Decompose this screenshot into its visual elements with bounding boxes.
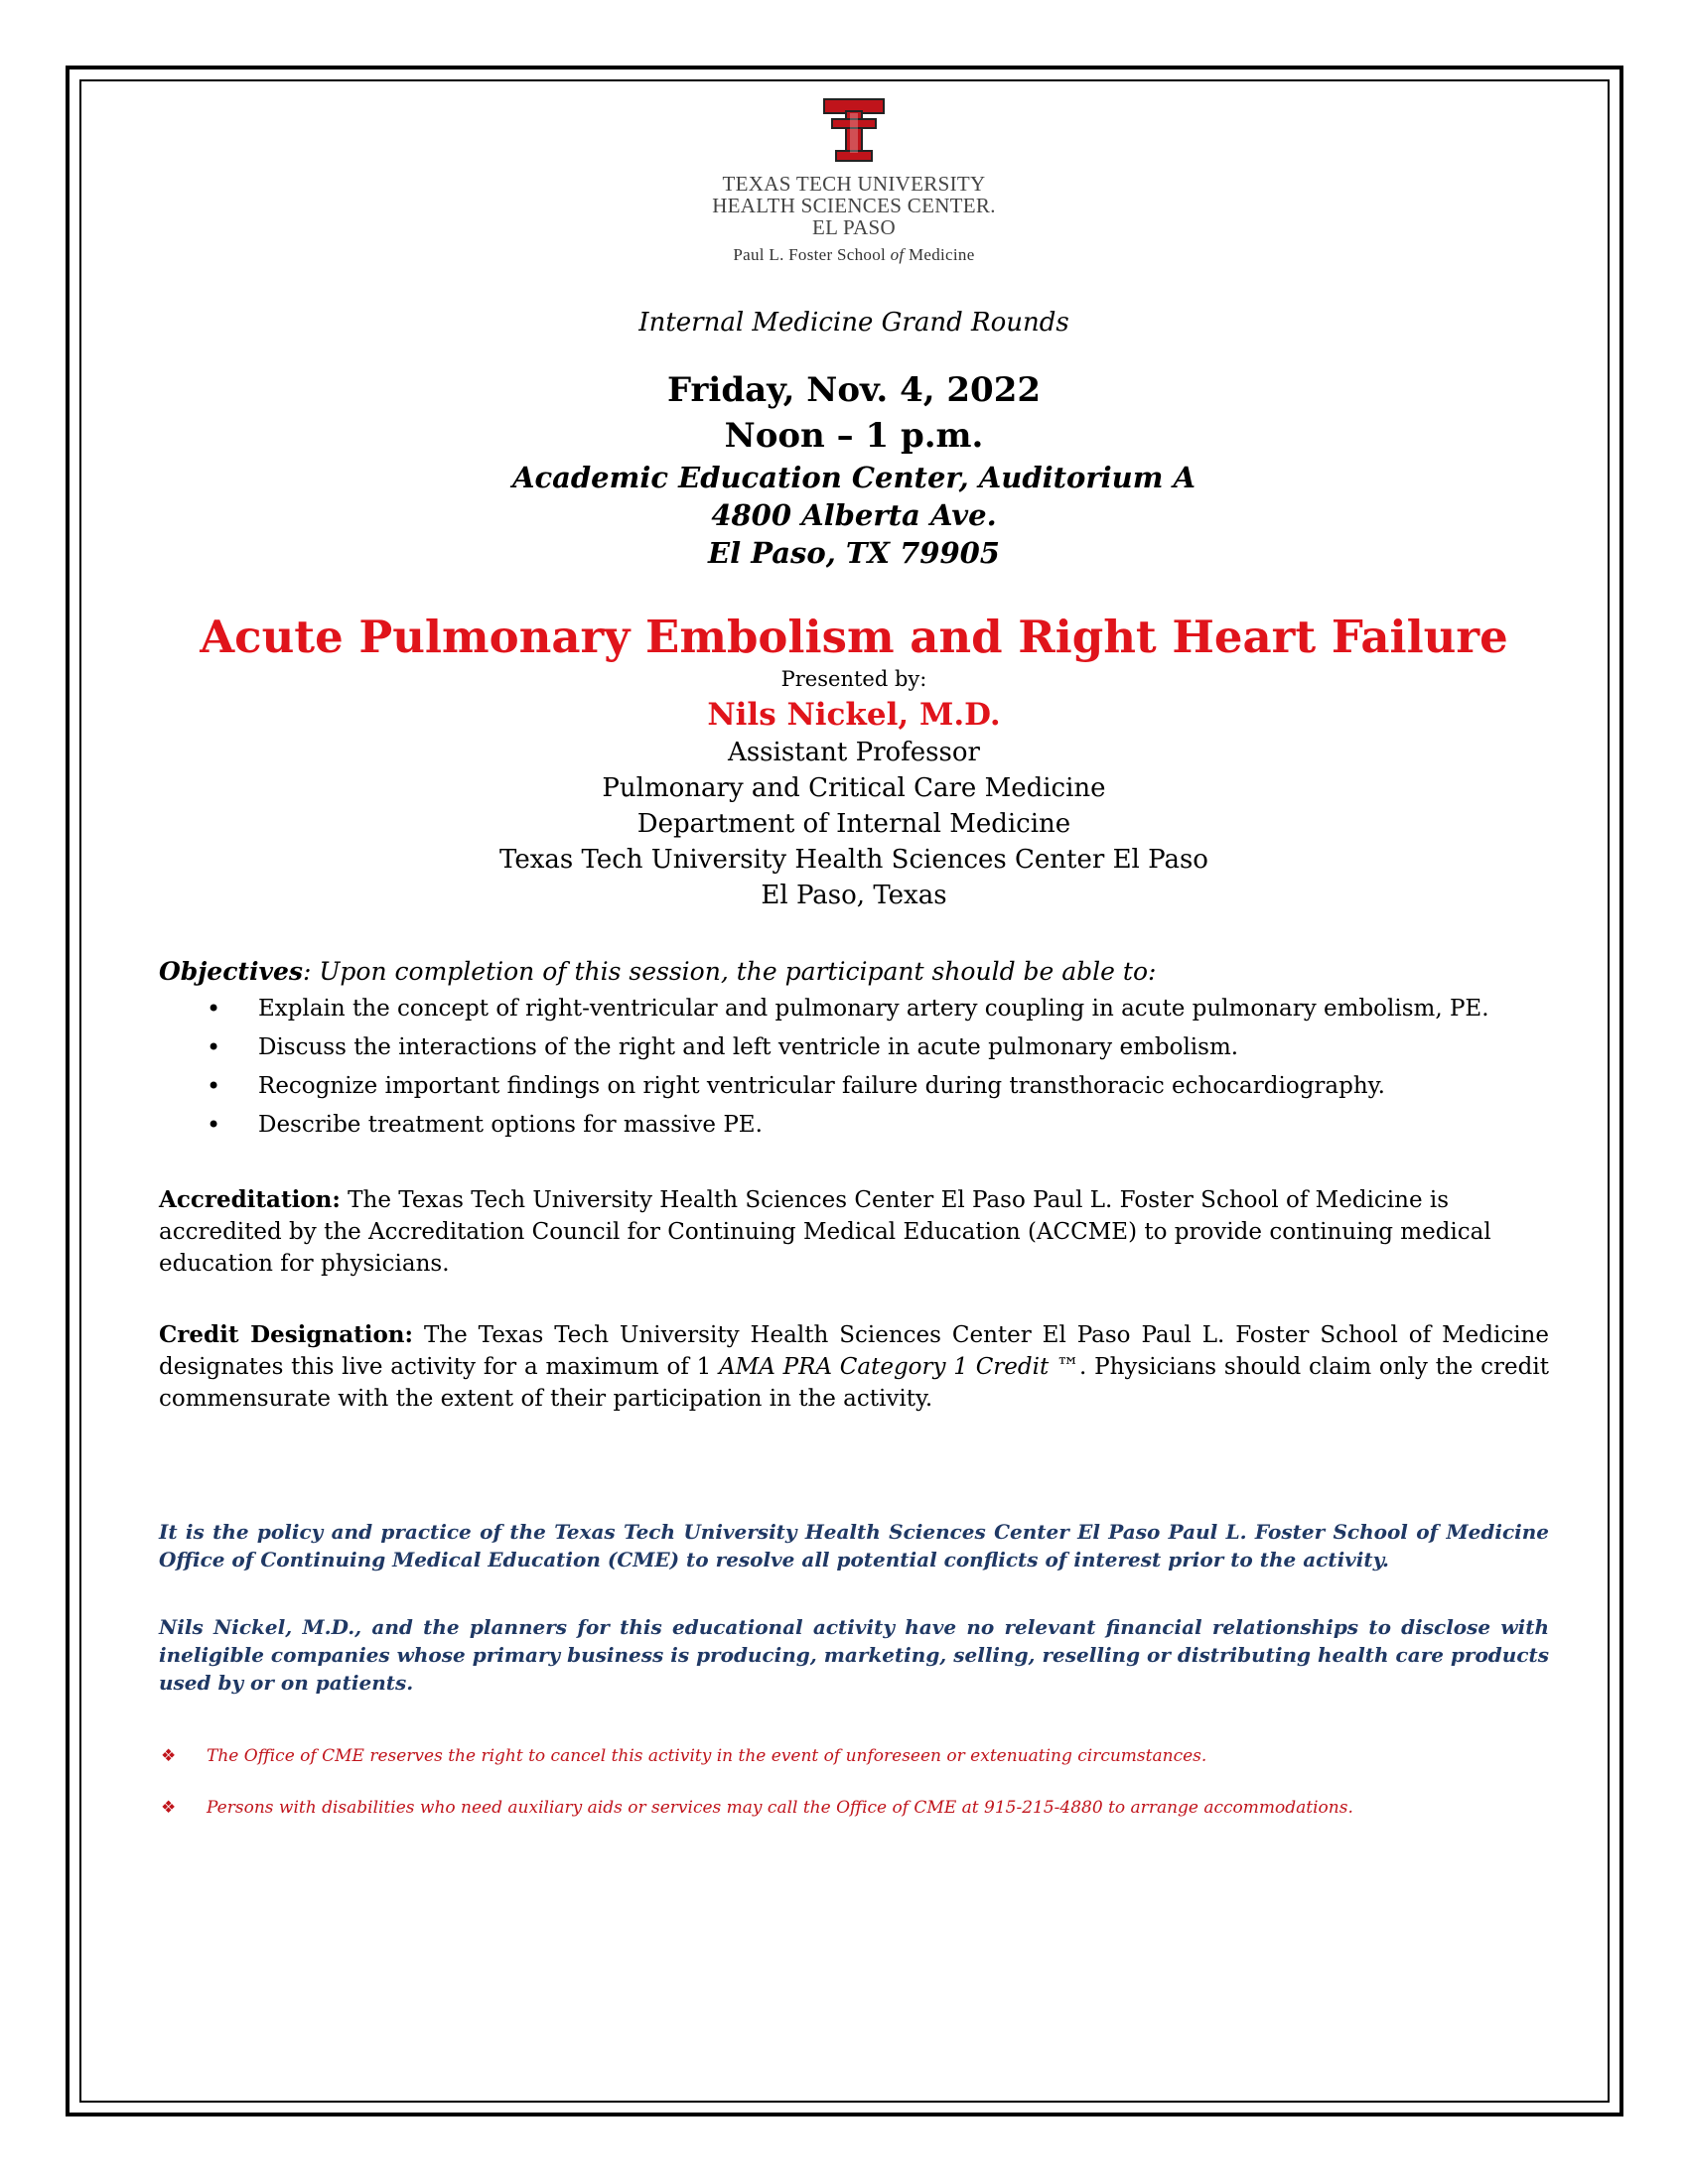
speaker-division: Pulmonary and Critical Care Medicine [602,773,1106,803]
event-series: Internal Medicine Grand Rounds [638,308,1069,338]
note-text: The Office of CME reserves the right to cancel this activity in the event of unforeseen or extenuating circumstances. [207,1746,1207,1766]
speaker-location: El Paso, Texas [761,881,947,910]
objectives-list [159,990,1549,1145]
speaker-title: Assistant Professor [728,738,980,767]
logo-line-hsc: HEALTH SCIENCES CENTER. [712,194,996,217]
presented-by-label: Presented by: [780,667,927,691]
speaker-institution: Texas Tech University Health Sciences Center El Paso [499,845,1208,875]
notes-list [159,1744,1549,1820]
logo-line-university: TEXAS TECH UNIVERSITY [722,172,986,196]
accreditation-text: The Texas Tech University Health Sciences Center El Paso Paul L. Foster School of Medicine is accredited by the Accreditation Council for Continuing Medical Education (ACCME) to provide continuing medical education for physicians. [159,1187,1491,1277]
event-date: Friday, Nov. 4, 2022 [666,370,1042,410]
list-item: • Explain the concept of right-ventricular and pulmonary artery coupling in acute pulmonary embolism, PE. [159,990,1549,1028]
objectives-heading [159,957,1549,986]
logo-school-of: of [890,245,905,264]
institution-logo [159,97,1549,286]
objectives-section [159,957,1549,1145]
event-address: 4800 Alberta Ave. [711,498,997,532]
logo-school-prefix: Paul L. Foster School [733,245,891,264]
note-text: Persons with disabilities who need auxiliary aids or services may call the Office of CME at 915-215-4880 to arrange accommodations. [207,1798,1353,1818]
accreditation-statement [159,1184,1549,1280]
diamond-bullet-icon: ❖ [161,1798,177,1818]
diamond-bullet-icon: ❖ [161,1746,177,1766]
speaker-name: Nils Nickel, M.D. [707,697,1001,733]
speaker-department: Department of Internal Medicine [636,809,1071,839]
list-item: • Discuss the interactions of the right and left ventricle in acute pulmonary embolism. [159,1028,1549,1067]
logo-wordmark [159,173,1549,266]
credit-text-after: . Physicians should claim only the credit commensurate with the extent of their participation in the activity. [159,1354,1549,1412]
flyer-content [159,97,1549,1847]
talk-title: Acute Pulmonary Embolism and Right Heart Failure [200,611,1508,663]
event-venue: Academic Education Center, Auditorium A [511,461,1196,494]
credit-designation [159,1319,1549,1415]
list-item: • Describe treatment options for massive PE. [159,1106,1549,1145]
event-city: El Paso, TX 79905 [708,536,1000,570]
list-item [159,1744,1549,1768]
objectives-label: Objectives [159,957,303,986]
financial-disclosure: Nils Nickel, M.D., and the planners for this educational activity have no relevant financial relationships to disclose with ineligible companies whose primary business is producing, marketing, selling, reselling or distributing health care products used by or on patients. [159,1615,1549,1695]
double-t-icon [822,97,886,163]
logo-line-el-paso: EL PASO [812,215,896,239]
logo-line-school [159,244,1549,266]
credit-label: Credit Designation: [159,1321,414,1348]
list-item: • Recognize important findings on right ventricular failure during transthoracic echocardiography. [159,1067,1549,1106]
event-time: Noon – 1 p.m. [724,416,984,456]
credit-text-before: The Texas Tech University Health Sciences Center El Paso Paul L. Foster School of Medicine designates this live activity for a maximum of 1 [159,1322,1549,1380]
logo-school-suffix: Medicine [904,245,975,264]
objectives-lead: : Upon completion of this session, the participant should be able to: [302,957,1157,986]
accreditation-label: Accreditation: [159,1186,341,1213]
cme-policy-statement: It is the policy and practice of the Texas Tech University Health Sciences Center El Paso Paul L. Foster School of Medicine Office of Continuing Medical Education (CME) to resolve all potential conflicts of interest prior to the activity. [159,1520,1549,1571]
list-item [159,1796,1549,1820]
credit-name: AMA PRA Category 1 Credit ™ [719,1354,1080,1380]
